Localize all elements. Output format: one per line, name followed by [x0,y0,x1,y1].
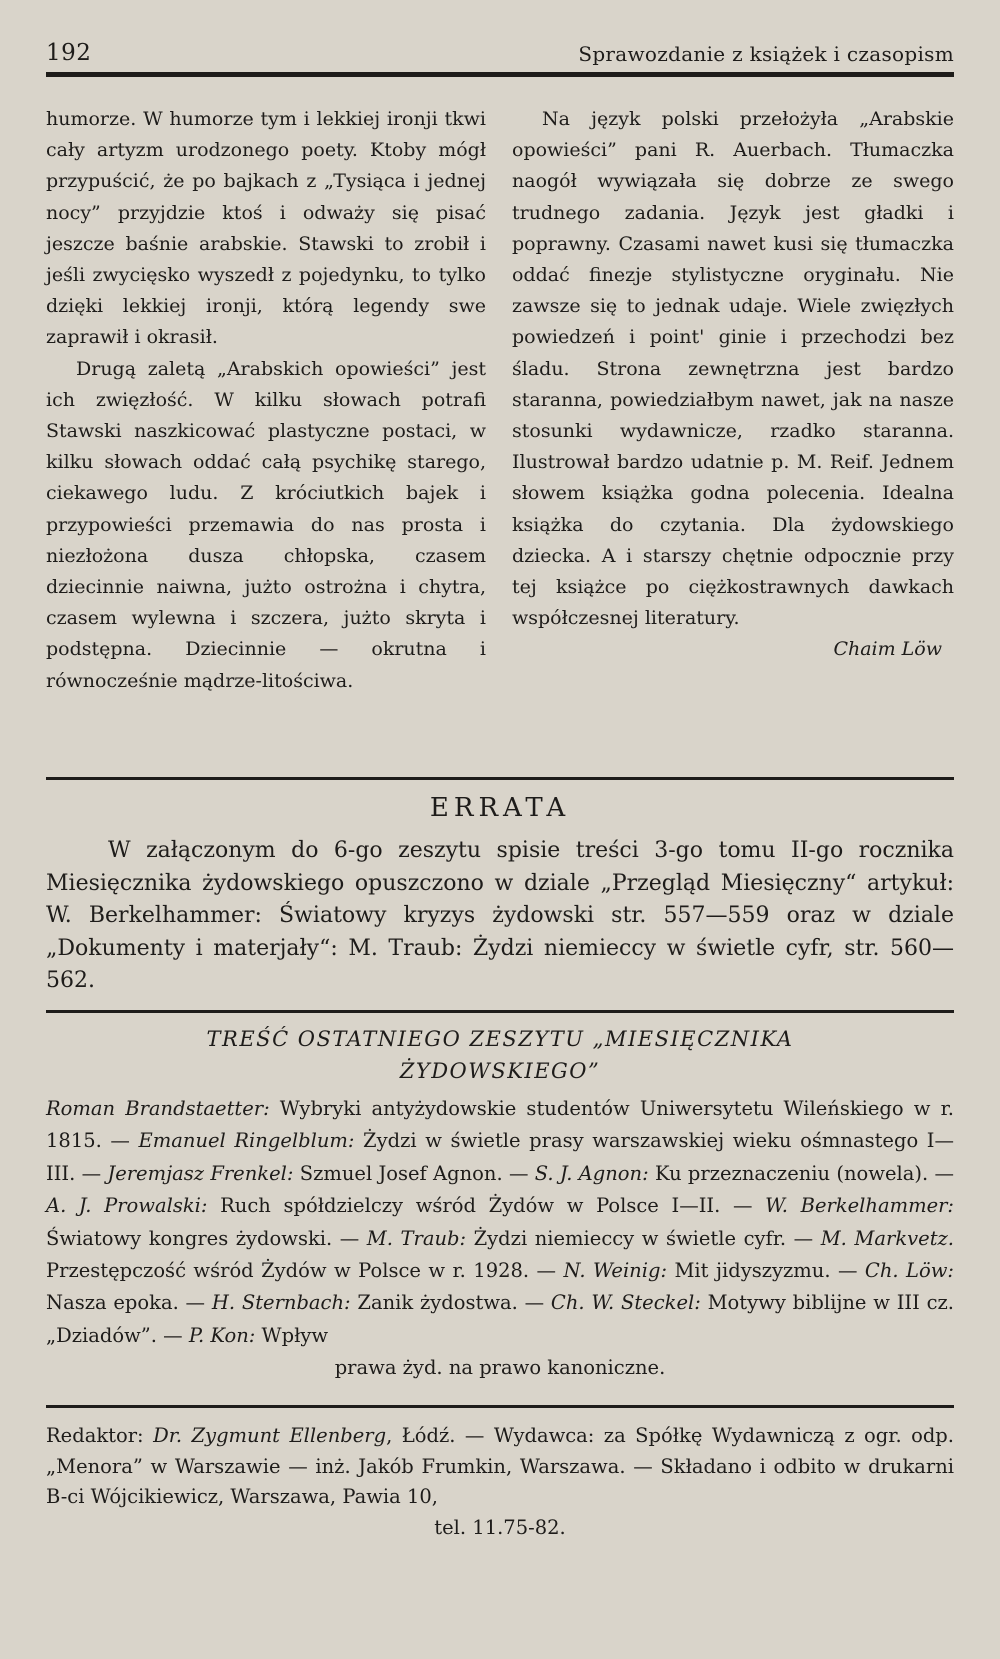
contents-title: Wpływ [255,1323,329,1347]
errata-heading: ERRATA [429,793,571,823]
contents-title: Motywy biblijne w III cz. „Dziadów”. — [46,1291,955,1347]
contents-author: Emanuel Ringelblum: [138,1129,355,1153]
contents-list [46,1093,954,1385]
contents-author: M. Markvetz. [820,1226,955,1250]
header-rule [46,72,954,77]
contents-title: Szmuel Josef Agnon. — [293,1161,535,1185]
contents-author: Roman Brandstaetter: [46,1097,270,1120]
review-paragraph: Drugą zaletą „Arabskich opowieści” jest ich zwięzłość. W kilku słowach potrafi Stawski naszkicować plastyczne postaci, w kilku słowach oddać całą psychikę starego, ciekawego ludu. Z króciutkich bajek i przypowieści przemawia do nas prosta i niezłożona dusza chłopska, czasem dziecinnie naiwna, jużto ostrożna i chytra, czasem wylewna i szczera, jużto skryta i podstępna. Dziecinnie — okrutna i równocześnie mądrze-litościwa. [46,357,486,692]
review-right-column [512,104,954,666]
contents-author: Jeremjasz Frenkel: [107,1161,294,1185]
contents-title: Ku przeznaczeniu (nowela). — [648,1161,954,1185]
contents-author: Ch. W. Steckel: [550,1291,701,1315]
contents-last-line: prawa żyd. na prawo kanoniczne. [334,1356,666,1380]
contents-author: P. Kon: [188,1323,256,1347]
contents-author: N. Weinig: [563,1259,668,1283]
contents-title: Zanik żydostwa. — [350,1291,551,1315]
contents-title: Wybryki antyżydowskie studentów Uniwersytetu Wileńskiego w r. 1815. — [46,1097,954,1153]
imprint-phone: tel. 11.75-82. [434,1515,566,1539]
imprint [46,1421,954,1543]
running-title: Sprawozdanie z książek i czasopism [578,42,954,66]
contents-heading-line: ŻYDOWSKIEGO” [399,1059,601,1083]
contents-author: Ch. Löw: [864,1259,954,1283]
review-paragraph: Na język polski przełożyła „Arabskie opowieści” pani R. Auerbach. Tłumaczka naogół wywiązała się dobrze ze swego trudnego zadania. Język jest gładki i poprawny. Czasami nawet kusi się tłumaczka oddać finezje stylistyczne oryginału. Nie zawsze się to jednak udaje. Wiele zwięzłych powiedzeń i point' ginie i przechodzi bez śladu. Strona zewnętrzna jest bardzo staranna, powiedziałbym nawet, jak na nasze stosunki wydawnicze, rzadko staranna. Ilustrował bardzo udatnie p. M. Reif. Jednem słowem książka godna polecenia. Idealna książka do czytania. Dla żydowskiego dziecka. A i starszy chętnie odpocznie przy tej książce po ciężkostrawnych dawkach współczesnej literatury. [512,108,954,630]
contents-title: Żydzi niemieccy w świetle cyfr. — [466,1226,821,1250]
contents-title: Mit jidyszyzmu. — [667,1259,865,1283]
section-divider [46,1010,954,1013]
contents-title: Ruch spółdzielczy wśród Żydów w Polsce I—II. — [207,1194,766,1218]
imprint-editor-label: Redaktor: [46,1424,154,1447]
section-divider [46,1405,954,1408]
contents-author: W. Berkelhammer: [765,1194,954,1218]
contents-heading-line: TREŚĆ OSTATNIEGO ZESZYTU „MIESIĘCZNIKA [206,1027,794,1051]
review-signature: Chaim Löw [833,638,942,661]
contents-title: Przestępczość wśród Żydów w Polsce w r. 1928. — [46,1259,564,1283]
section-divider [46,777,954,780]
contents-title: Nasza epoka. — [46,1291,212,1315]
contents-author: S. J. Agnon: [534,1161,649,1185]
imprint-text: , Łódź. — Wydawca: za Spółkę Wydawniczą z ogr. odp. „Menora” w Warszawie — inż. Jakób Frumkin, Warszawa. — Składano i odbito w drukarni B-ci Wójcikiewicz, Warszawa, Pawia 10, [46,1424,954,1508]
page-header [46,40,954,72]
imprint-editor-name: Dr. Zygmunt Ellenberg [153,1424,387,1447]
contents-title: Światowy kongres żydowski. — [46,1226,367,1250]
review-left-column [46,104,486,697]
review-paragraph: humorze. W humorze tym i lekkiej ironji tkwi cały artyzm urodzonego poety. Ktoby mógł przypuścić, że po bajkach z „Tysiąca i jednej nocy” przyjdzie ktoś i odważy się pisać jeszcze baśnie arabskie. Stawski to zrobił i jeśli zwycięsko wyszedł z pojedynku, to tylko dzięki lekkiej ironji, którą legendy swe zaprawił i okrasił. [46,108,486,349]
contents-title: Żydzi w świetle prasy warszawskiej wieku ośmnastego I—III. — [46,1129,954,1185]
errata-body: W załączonym do 6-go zeszytu spisie treści 3-go tomu II-go rocznika Miesięcznika żydowskiego opuszczono w dziale „Przegląd Miesięczny“ artykuł: W. Berkelhammer: Światowy kryzys żydowski str. 557—559 oraz w dziale „Dokumenty i materjały“: M. Traub: Żydzi niemieccy w świetle cyfr, str. 560—562. [46,838,954,993]
contents-heading [80,1023,920,1087]
contents-author: M. Traub: [366,1226,467,1250]
contents-author: H. Sternbach: [211,1291,351,1315]
contents-author: A. J. Prowalski: [46,1194,208,1218]
page-number: 192 [46,40,92,66]
